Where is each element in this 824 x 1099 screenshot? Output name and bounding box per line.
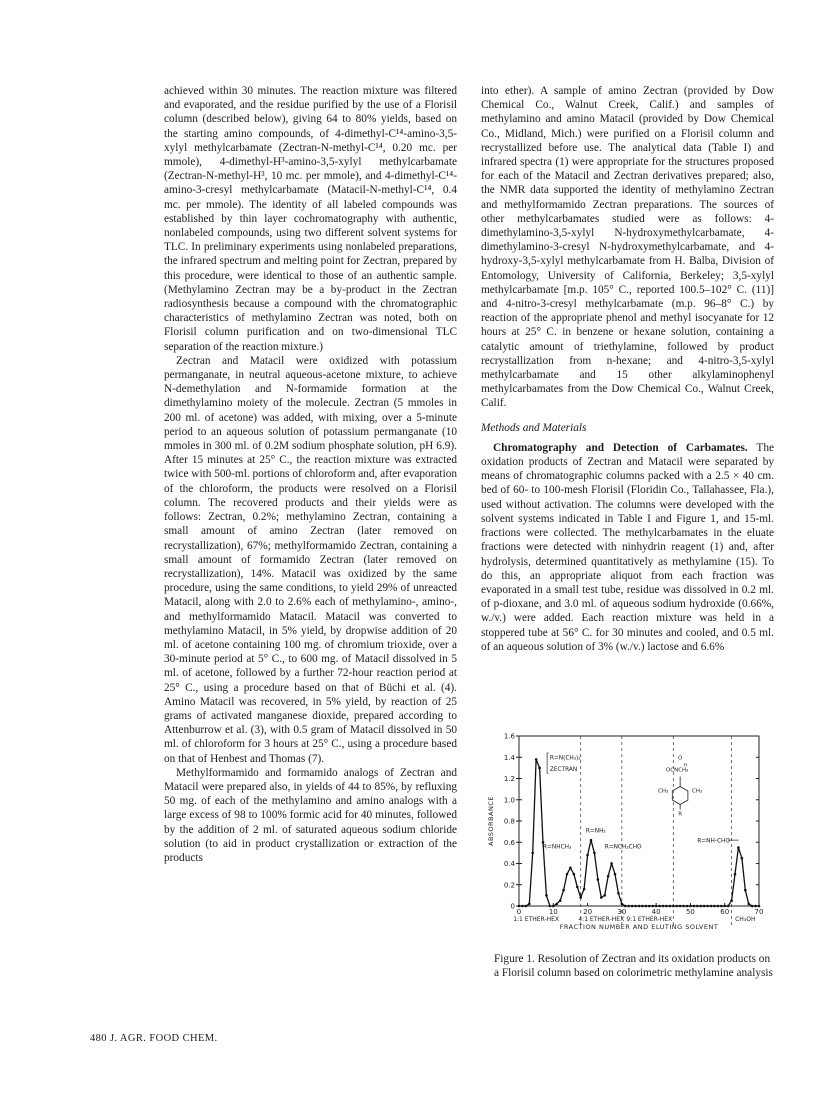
x-tick-label: 50 bbox=[685, 908, 695, 916]
x-tick-label: 40 bbox=[651, 908, 661, 916]
y-tick-label: 1.2 bbox=[503, 775, 515, 783]
solvent-label: 1:1 ETHER-HEX bbox=[513, 916, 560, 923]
data-point bbox=[607, 875, 610, 878]
data-point bbox=[545, 894, 548, 897]
data-point bbox=[658, 905, 661, 908]
data-point bbox=[734, 873, 737, 876]
structure-label-ch3-right: CH₃ bbox=[692, 788, 703, 795]
data-point bbox=[573, 873, 576, 876]
figure-caption: Figure 1. Resolution of Zectran and its oxidation products on a Florisil column based on colorimetric methylamine analysis bbox=[494, 953, 773, 980]
benzene-ring bbox=[672, 787, 688, 805]
data-point bbox=[669, 905, 672, 908]
solvent-label: 4:1 ETHER-HEX bbox=[578, 916, 625, 923]
series-line bbox=[519, 759, 759, 906]
x-tick-label: 70 bbox=[754, 908, 764, 916]
x-axis-label: FRACTION NUMBER AND ELUTING SOLVENT bbox=[559, 923, 719, 931]
data-point bbox=[583, 888, 586, 891]
data-point bbox=[648, 905, 651, 908]
data-point bbox=[744, 889, 747, 892]
data-point bbox=[672, 905, 675, 908]
data-point bbox=[665, 905, 668, 908]
data-point bbox=[641, 905, 644, 908]
left-paragraph-3: Methylformamido and formamido analogs of Zectran and Matacil were prepared also, in yields of 44 to 85%, by refluxing 50 mg. of each of the methylamino and amino analogs with a large excess of 98 to 100% formic acid for 40 minutes, followed by the addition of 2 ml. of saturated aqueous sodium chloride solution (to aid in product crystallization or extraction of the products bbox=[164, 766, 457, 864]
y-tick-label: 0.2 bbox=[503, 881, 515, 890]
data-point bbox=[703, 905, 706, 908]
chart-svg bbox=[481, 730, 774, 946]
data-point bbox=[747, 903, 750, 906]
runin-heading: Chromatography and Detection of Carbamates. bbox=[493, 441, 748, 454]
structure-label-o: O bbox=[677, 755, 683, 762]
section-heading: Methods and Materials bbox=[481, 421, 587, 434]
data-point bbox=[590, 839, 593, 842]
data-point bbox=[706, 905, 709, 908]
peak-label: R=NCH₂CHO bbox=[604, 844, 642, 851]
data-point bbox=[525, 905, 528, 908]
data-point bbox=[614, 873, 617, 876]
data-point bbox=[717, 905, 720, 908]
data-point bbox=[562, 889, 565, 892]
data-point bbox=[627, 905, 630, 908]
data-point bbox=[586, 854, 589, 857]
data-point bbox=[655, 905, 658, 908]
data-point bbox=[576, 886, 579, 889]
data-point bbox=[603, 894, 606, 897]
data-point bbox=[720, 905, 723, 908]
data-point bbox=[713, 905, 716, 908]
right-column bbox=[481, 84, 774, 654]
data-point bbox=[566, 873, 569, 876]
data-point bbox=[758, 905, 761, 908]
data-point bbox=[579, 896, 582, 899]
left-column bbox=[164, 84, 457, 865]
data-point bbox=[634, 905, 637, 908]
data-point bbox=[686, 905, 689, 908]
right-paragraph-2: The oxidation products of Zectran and Matacil were separated by means of chromatographic columns packed with a 2.5 × 40 cm. bed of 60- to 100-mesh Florisil (Floridin Co., Tallahassee, Fla.), used without activation. The columns were developed with the solvent systems indicated in Table I and Figure 1, and 15-ml. fractions were collected. The methylcarbamates in the eluate fractions were detected with ninhydrin reagent (1) and, after hydrolysis, determined quantitatively as methylamine (15). To do this, an appropriate aliquot from each fraction was evaporated in a small test tube, residue was dissolved in 0.2 ml. of p-dioxane, and 3.0 ml. of aqueous sodium hydroxide (0.66%, w./v.) were added. Each reaction mixture was held in a stoppered tube at 56° C. for 30 minutes and cooled, and 0.5 ml. of an aqueous solution of 3% (w./v.) lactose and 6.6% bbox=[481, 441, 774, 653]
peak-label: ZECTRAN bbox=[549, 767, 578, 774]
solvent-label: 9:1 ETHER-HEX bbox=[626, 916, 673, 923]
data-point bbox=[538, 767, 541, 770]
data-point bbox=[645, 905, 648, 908]
data-point bbox=[549, 905, 552, 908]
zectran-bracket bbox=[547, 753, 548, 773]
data-point bbox=[741, 857, 744, 860]
y-tick-label: 0.6 bbox=[503, 838, 515, 847]
y-tick-label: 1.0 bbox=[503, 796, 515, 805]
structure-label-ch3-left: CH₃ bbox=[658, 788, 669, 795]
data-point bbox=[610, 862, 613, 865]
data-point bbox=[751, 905, 754, 908]
y-tick-label: 1.6 bbox=[503, 732, 515, 741]
data-point bbox=[699, 905, 702, 908]
data-point bbox=[569, 866, 572, 869]
figure-1-chart bbox=[481, 730, 774, 946]
data-point bbox=[542, 841, 545, 844]
data-point bbox=[559, 899, 562, 902]
peak-label: R=NH₂ bbox=[585, 828, 606, 835]
page-footer: 480 J. AGR. FOOD CHEM. bbox=[90, 1033, 218, 1044]
data-point bbox=[555, 903, 558, 906]
data-point bbox=[737, 846, 740, 849]
data-point bbox=[675, 905, 678, 908]
data-point bbox=[521, 905, 524, 908]
y-tick-label: 1.4 bbox=[503, 753, 515, 762]
y-tick-label: 0 bbox=[510, 902, 515, 911]
data-point bbox=[535, 758, 538, 761]
data-point bbox=[651, 905, 654, 908]
x-tick-label: 20 bbox=[583, 908, 593, 916]
peak-label: R=NH-CHO bbox=[697, 838, 730, 845]
x-tick-label: 30 bbox=[617, 908, 627, 916]
structure-label-h: H bbox=[683, 763, 687, 769]
data-point bbox=[662, 905, 665, 908]
data-point bbox=[679, 905, 682, 908]
solvent-label: CH₃OH bbox=[735, 916, 756, 923]
data-point bbox=[638, 905, 641, 908]
structure-label-carbamate: OCNCH₃ bbox=[665, 767, 689, 774]
data-point bbox=[710, 905, 713, 908]
data-point bbox=[597, 878, 600, 881]
data-point bbox=[617, 892, 620, 895]
x-tick-label: 60 bbox=[720, 908, 730, 916]
data-point bbox=[593, 852, 596, 855]
plot-frame bbox=[519, 736, 759, 906]
data-point bbox=[723, 905, 726, 908]
y-tick-label: 0.8 bbox=[503, 817, 515, 826]
data-point bbox=[631, 905, 634, 908]
left-paragraph-2: Zectran and Matacil were oxidized with potassium permanganate, in neutral aqueous-acetone mixture, to achieve N-demethylation and N-formamide formation at the dimethylamino moiety of the molecule. Zectran (5 mmoles in 200 ml. of acetone) was added, with mixing, over a 5-minute period to an aqueous solution of potassium permanganate (10 mmoles in 300 ml. of 0.2M sodium phosphate solution, pH 6.9). After 15 minutes at 25° C., the reaction mixture was extracted twice with 500-ml. portions of chloroform and, after evaporation of the chloroform, the products were resolved on a Florisil column. The recovered products and their yields were as follows: Zectran, 0.2%; methylamino Zectran, containing a small amount of amino Zectran (later removed on recrystallization), 67%; methylformamido Zectran, containing a small amount of formamido Zectran (later removed on recrystallization), 14%. Matacil was oxidized by the same procedure, using the same conditions, to yield 29% of unreacted Matacil, along with 2.0 to 2.6% each of methylamino-, amino-, and methylformamido Matacil. Matacil was converted to methylamino Matacil, in 5% yield, by dropwise addition of 20 ml. of acetone containing 100 mg. of chromium trioxide, over a 30-minute period at 5° C., to 600 mg. of Matacil dissolved in 5 ml. of acetone, followed by a further 72-hour reaction period at 25° C., using a procedure based on that of Büchi et al. (4). Amino Matacil was recovered, in 5% yield, by reaction of 25 grams of activated manganese dioxide, prepared according to Attenburrow et al. (3), with 0.5 gram of Matacil dissolved in 50 ml. of chloroform for 3 hours at 25° C., using a procedure based on that of Henbest and Thomas (7). bbox=[164, 354, 458, 765]
data-point bbox=[624, 905, 627, 908]
data-point bbox=[518, 905, 521, 908]
data-point bbox=[754, 905, 757, 908]
data-point bbox=[621, 903, 624, 906]
data-point bbox=[727, 905, 730, 908]
data-point bbox=[682, 905, 685, 908]
data-point bbox=[600, 896, 603, 899]
peak-label: R=N(CH₃)₂ bbox=[549, 755, 581, 762]
x-tick-label: 10 bbox=[548, 908, 558, 916]
data-point bbox=[693, 905, 696, 908]
y-axis-label: ABSORBANCE bbox=[487, 796, 495, 846]
data-point bbox=[531, 852, 534, 855]
data-point bbox=[552, 905, 555, 908]
structure-label-r: R bbox=[678, 811, 683, 818]
data-point bbox=[696, 905, 699, 908]
left-paragraph-1: achieved within 30 minutes. The reaction mixture was filtered and evaporated, and the residue purified by the use of a Florisil column (described below), giving 64 to 80% yields, based on the starting amino compounds, of 4-dimethyl-C¹⁴-amino-3,5-xylyl methylcarbamate (Zectran-N-methyl-C¹⁴, 0.20 mc. per mmole), 4-dimethyl-H³-amino-3,5-xylyl methylcarbamate (Zectran-N-methyl-H³, 10 mc. per mmole), and 4-dimethyl-C¹⁴-amino-3-cresyl methylcarbamate (Matacil-N-methyl-C¹⁴, 0.4 mc. per mmole). The identity of all labeled compounds was established by thin layer cochromatography with authentic, nonlabeled compounds, using two different solvent systems for TLC. In preliminary experiments using nonlabeled preparations, the infrared spectrum and melting point for Zectran, prepared by this procedure, were identical to those of an authentic sample. (Methylamino Zectran may be a by-product in the Zectran radiosynthesis because a compound with the chromatographic characteristics of methylamino Zectran was noted, both on Florisil column purification and on two-dimensional TLC separation of the reaction mixture.) bbox=[164, 85, 457, 353]
right-paragraph-1: into ether). A sample of amino Zectran (provided by Dow Chemical Co., Walnut Creek, Calif.) and samples of methylamino and amino Matacil (provided by Dow Chemical Co., Midland, Mich.) were purified on a Florisil column and recrystallized before use. The analytical data (Table I) and infrared spectra (1) were appropriate for the structures proposed for each of the Matacil and Zectran derivatives prepared; also, the NMR data supported the identity of methylamino Zectran and methylformamido Zectran preparations. The sources of other methylcarbamates studied were as follows: 4-dimethylamino-3,5-xylyl N-hydroxymethylcarbamate, 4-dimethylamino-3-cresyl N-hydroxymethylcarbamate, and 4-hydroxy-3,5-xylyl methylcarbamate from H. Balba, Division of Entomology, University of California, Berkeley; 3,5-xylyl methylcarbamate [m.p. 105° C., reported 100.5–102° C. (11)] and 4-nitro-3-cresyl methylcarbamate (m.p. 96–8° C.) by reaction of the appropriate phenol and methyl isocyanate for 12 hours at 25° C. in benzene or hexane solution, containing a catalytic amount of triethylamine, followed by product recrystallization from n-hexane; and 4-nitro-3,5-xylyl methylcarbamate and 15 other alkylaminophenyl methylcarbamates from the Dow Chemical Co., Walnut Creek, Calif. bbox=[481, 85, 774, 410]
peak-label: R=NHCH₃ bbox=[543, 844, 572, 851]
data-point bbox=[528, 903, 531, 906]
data-point bbox=[689, 905, 692, 908]
y-tick-label: 0.4 bbox=[503, 860, 515, 868]
x-tick-label: 0 bbox=[516, 908, 522, 916]
data-point bbox=[730, 899, 733, 902]
